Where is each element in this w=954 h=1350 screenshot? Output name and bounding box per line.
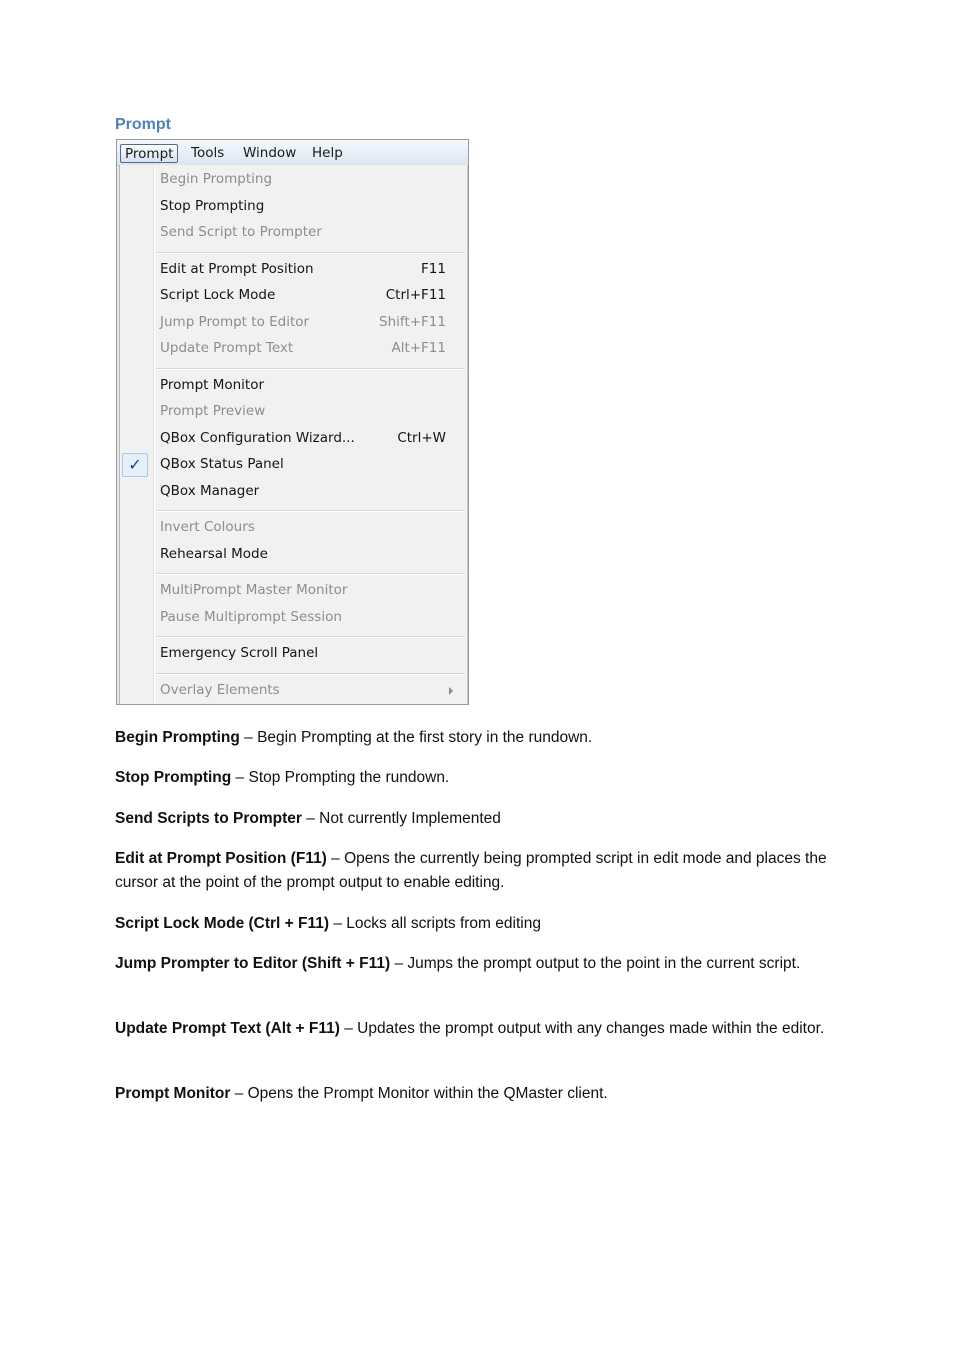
- menu-item-label: QBox Manager: [160, 482, 260, 499]
- menu-item-label: Invert Colours: [160, 519, 255, 535]
- description-term: Begin Prompting: [115, 729, 240, 746]
- menu-item-label: Emergency Scroll Panel: [160, 645, 319, 661]
- menu-item-qbox-configuration-wizard[interactable]: [120, 427, 467, 451]
- menu-item-qbox-manager[interactable]: [120, 480, 467, 504]
- description-text: – Opens the currently being prompted script in edit mode and places the cursor at the point of the prompt output to enable editing.: [115, 850, 827, 891]
- menu-item-shortcut: F11: [421, 260, 446, 277]
- menubar-item-prompt[interactable]: Prompt: [120, 144, 178, 163]
- menu-item-label: QBox Configuration Wizard...: [160, 429, 355, 446]
- menu-item-emergency-scroll-panel[interactable]: [120, 642, 467, 666]
- description-paragraph: [115, 766, 845, 790]
- menu-separator: [156, 510, 465, 512]
- menu-item-multiprompt-master-monitor[interactable]: [120, 579, 467, 603]
- description-text: – Locks all scripts from editing: [329, 915, 541, 932]
- menu-separator: [156, 673, 465, 675]
- prompt-dropdown-menu: [119, 165, 468, 704]
- menu-item-label: Rehearsal Mode: [160, 545, 268, 562]
- description-term: Prompt Monitor: [115, 1085, 231, 1102]
- menu-item-qbox-status-panel[interactable]: [120, 453, 467, 477]
- menu-item-label: Begin Prompting: [160, 171, 273, 187]
- description-paragraph: [115, 952, 845, 976]
- description-paragraph: [115, 726, 845, 750]
- menu-item-send-script-to-prompter[interactable]: [120, 221, 467, 245]
- description-text: – Jumps the prompt output to the point in the current script.: [390, 955, 801, 972]
- menu-item-shortcut: Shift+F11: [379, 313, 446, 330]
- menu-item-label: Jump Prompt to Editor: [160, 313, 310, 330]
- menu-item-prompt-monitor[interactable]: [120, 374, 467, 398]
- description-text: – Stop Prompting the rundown.: [231, 769, 450, 786]
- menu-item-label: Send Script to Prompter: [160, 224, 322, 240]
- menu-bar: [117, 140, 468, 166]
- menu-item-label: Overlay Elements: [160, 681, 280, 698]
- description-paragraph: [115, 1017, 845, 1041]
- menu-item-script-lock-mode[interactable]: [120, 284, 467, 308]
- menu-item-label: MultiPrompt Master Monitor: [160, 582, 348, 598]
- menu-item-stop-prompting[interactable]: [120, 195, 467, 219]
- description-paragraph: [115, 1082, 845, 1106]
- description-term: Jump Prompter to Editor (Shift + F11): [115, 955, 391, 972]
- menu-item-jump-prompt-to-editor[interactable]: [120, 311, 467, 335]
- menu-item-rehearsal-mode[interactable]: [120, 543, 467, 567]
- description-text: – Updates the prompt output with any changes made within the editor.: [339, 1020, 825, 1037]
- menu-item-label: QBox Status Panel: [160, 456, 284, 472]
- menubar-item-tools[interactable]: Tools: [191, 145, 225, 161]
- description-paragraph: [115, 807, 845, 831]
- menu-item-begin-prompting[interactable]: [120, 168, 467, 192]
- prompt-menu-screenshot: [116, 139, 469, 705]
- menu-item-invert-colours[interactable]: [120, 516, 467, 540]
- description-text: – Begin Prompting at the first story in the rundown.: [239, 729, 593, 746]
- menu-item-shortcut: Ctrl+F11: [385, 287, 446, 303]
- menu-item-label: Update Prompt Text: [160, 340, 294, 356]
- menu-item-pause-multiprompt-session[interactable]: [120, 606, 467, 630]
- chevron-right-icon: [449, 687, 453, 695]
- description-term: Edit at Prompt Position (F11): [115, 850, 327, 867]
- menu-item-label: Prompt Monitor: [160, 376, 265, 393]
- menu-item-prompt-preview[interactable]: [120, 400, 467, 424]
- menu-item-label: Edit at Prompt Position: [160, 260, 314, 277]
- menu-separator: [156, 252, 465, 254]
- description-term: Update Prompt Text (Alt + F11): [115, 1020, 340, 1037]
- description-term: Stop Prompting: [115, 769, 232, 786]
- section-heading: Prompt: [115, 116, 171, 133]
- description-term: Send Scripts to Prompter: [115, 810, 302, 827]
- description-paragraph: [115, 912, 845, 936]
- menu-item-label: Prompt Preview: [160, 403, 266, 419]
- checkmark-icon: ✓: [122, 453, 148, 477]
- description-paragraph: [115, 847, 845, 895]
- menu-item-label: Script Lock Mode: [160, 287, 276, 303]
- menu-item-label: Pause Multiprompt Session: [160, 608, 342, 625]
- menu-separator: [156, 636, 465, 638]
- menu-item-edit-at-prompt-position[interactable]: [120, 258, 467, 282]
- menu-separator: [156, 573, 465, 575]
- menu-item-shortcut: Ctrl+W: [397, 429, 446, 446]
- description-text: – Not currently Implemented: [301, 810, 501, 827]
- menu-item-overlay-elements[interactable]: [120, 679, 467, 703]
- menu-separator: [156, 368, 465, 370]
- menu-item-update-prompt-text[interactable]: [120, 337, 467, 361]
- menu-item-label: Stop Prompting: [160, 197, 265, 214]
- menubar-item-help[interactable]: Help: [312, 145, 343, 161]
- menu-item-shortcut: Alt+F11: [391, 340, 446, 356]
- description-text: – Opens the Prompt Monitor within the QMaster client.: [230, 1085, 608, 1102]
- description-term: Script Lock Mode (Ctrl + F11): [115, 915, 330, 932]
- menubar-item-window[interactable]: Window: [243, 145, 297, 161]
